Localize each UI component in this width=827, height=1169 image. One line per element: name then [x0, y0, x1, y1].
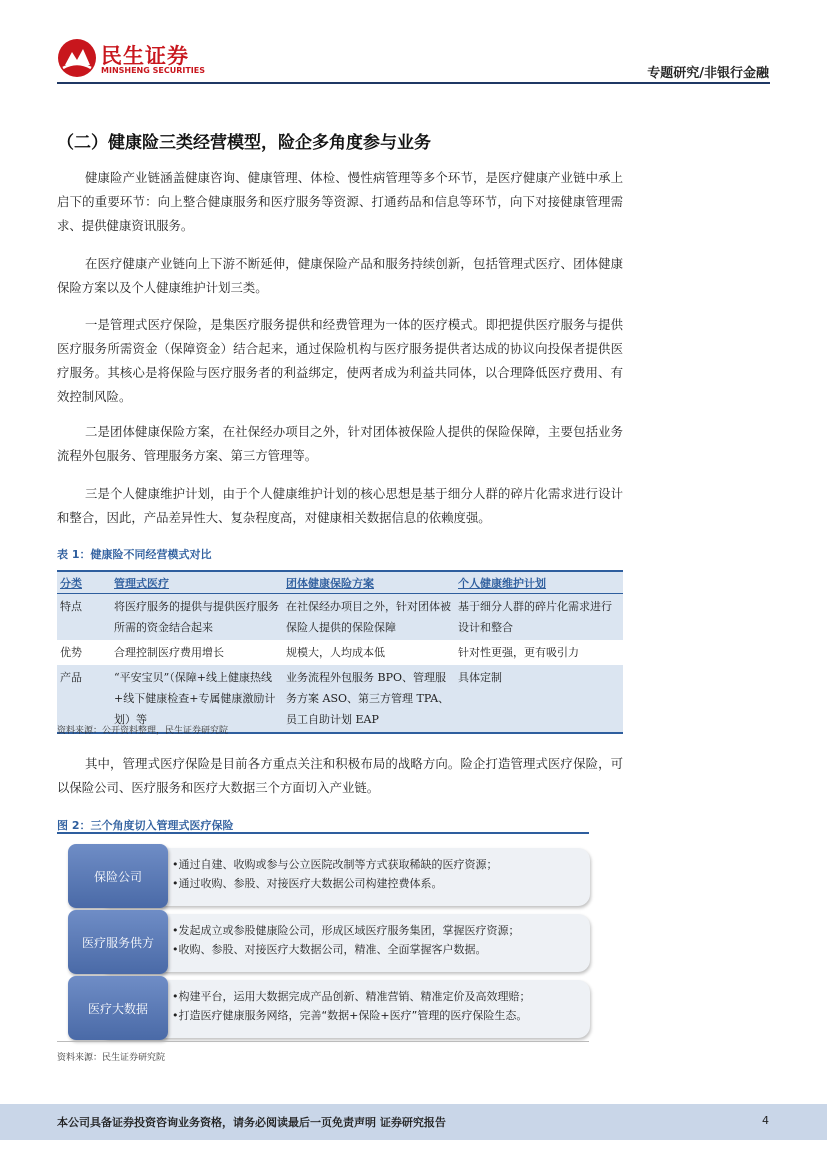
- figure-bullet: •通过自建、收购或参与公立医院改制等方式获取稀缺的医疗资源；: [172, 858, 498, 871]
- table-header-cell: 团体健康保险方案: [283, 572, 455, 594]
- page-number: 4: [762, 1114, 769, 1127]
- paragraph-strategy: 其中，管理式医疗保险是目前各方重点关注和积极布局的战略方向。险企打造管理式医疗保险，可以保险公司、医疗服务和医疗大数据三个方面切入产业链。: [57, 756, 623, 795]
- paragraph-managed-care: 一是管理式医疗保险，是集医疗服务提供和经费管理为一体的医疗模式。即把提供医疗服务与提供医疗服务所需资金（保障资金）结合起来，通过保险机构与医疗服务提供者达成的协议向投保者提供医疗服务。其核心是将保险与医疗服务者的利益绑定，使两者成为利益共同体，以合理降低医疗费用、有效控制风险。: [57, 317, 623, 404]
- figure-caption: 图 2：三个角度切入管理式医疗保险: [57, 819, 234, 832]
- comparison-table: [57, 572, 623, 734]
- paragraph-personal-health: 三是个人健康维护计划，由于个人健康维护计划的核心思想是基于细分人群的碎片化需求进行设计和整合，因此，产品差异性大、复杂程度高，对健康相关数据信息的依赖度强。: [57, 486, 623, 525]
- table-cell: 针对性更强，更有吸引力: [458, 646, 579, 659]
- figure-source-note: 资料来源：民生证券研究院: [57, 1053, 166, 1063]
- footer-disclaimer: 本公司具备证券投资咨询业务资格，请务必阅读最后一页免责声明 证券研究报告: [57, 1116, 446, 1129]
- paragraph-three-types: 在医疗健康产业链向上下游不断延伸，健康保险产品和服务持续创新，包括管理式医疗、团体健康保险方案以及个人健康维护计划三类。: [57, 256, 623, 295]
- table-header-row: [57, 572, 623, 594]
- table-cell: “平安宝贝”（保障+线上健康热线+线下健康检查+专属健康激励计划）等: [111, 665, 283, 733]
- table-source-note: 资料来源：公开资料整理，民生证券研究院: [57, 726, 229, 736]
- table-cell: 将医疗服务的提供与提供医疗服务所需的资金结合起来: [111, 594, 283, 641]
- table-header-cell: 分类: [57, 572, 111, 594]
- page-footer: [0, 1104, 827, 1140]
- figure-bullet: •收购、参股、对接医疗大数据公司，精准、全面掌握客户数据。: [172, 943, 487, 956]
- header-divider: [57, 82, 770, 84]
- section-title: （二）健康险三类经营模型，险企多角度参与业务: [57, 133, 431, 153]
- table-cell: 合理控制医疗费用增长: [114, 646, 224, 659]
- figure-bullet: •构建平台，运用大数据完成产品创新、精准营销、精准定价及高效理赔；: [172, 990, 531, 1003]
- logo-english-name: MINSHENG SECURITIES: [101, 66, 205, 75]
- table-cell: 优势: [60, 646, 82, 659]
- table-cell: 基于细分人群的碎片化需求进行设计和整合: [455, 594, 623, 641]
- figure-label-box: 医疗服务供方: [68, 910, 168, 974]
- figure-bullets: [172, 987, 588, 1025]
- table-cell: 规模大，人均成本低: [286, 646, 385, 659]
- figure-top-rule: [57, 832, 589, 834]
- minsheng-logo-icon: [57, 38, 97, 78]
- table-cell: 特点: [57, 594, 111, 641]
- table-cell: 业务流程外包服务 BPO、管理服务方案 ASO、第三方管理 TPA、员工自助计划 EAP: [283, 665, 455, 733]
- figure-row-bigdata: [68, 980, 590, 1038]
- paragraph-group-health: 二是团体健康保险方案，在社保经办项目之外，针对团体被保险人提供的保险保障，主要包括业务流程外包服务、管理服务方案、第三方管理等。: [57, 424, 623, 463]
- table-cell: 具体定制: [455, 665, 623, 733]
- figure-row-insurer: [68, 848, 590, 906]
- figure-label-box: 保险公司: [68, 844, 168, 908]
- table-caption: 表 1：健康险不同经营模式对比: [57, 548, 212, 561]
- brand-logo: [57, 38, 217, 82]
- table-cell: 在社保经办项目之外，针对团体被保险人提供的保险保障: [283, 594, 455, 641]
- paragraph-industry-chain: 健康险产业链涵盖健康咨询、健康管理、体检、慢性病管理等多个环节，是医疗健康产业链中承上启下的重要环节：向上整合健康服务和医疗服务等资源、打通药品和信息等环节，向下对接健康管理需求、提供健康资讯服务。: [57, 170, 623, 233]
- figure-bullet: •通过收购、参股、对接医疗大数据公司构建控费体系。: [172, 877, 443, 890]
- report-type: 专题研究/非银行金融: [647, 66, 769, 81]
- table-row: [57, 594, 623, 641]
- figure-row-provider: [68, 914, 590, 972]
- page-header: [0, 0, 827, 90]
- table-row: [57, 640, 623, 665]
- figure-bullet: •打造医疗健康服务网络，完善“数据+保险+医疗”管理的医疗保险生态。: [172, 1009, 528, 1022]
- table-cell: 产品: [57, 665, 111, 733]
- figure-label-box: 医疗大数据: [68, 976, 168, 1040]
- table-header-cell: 个人健康维护计划: [455, 572, 623, 594]
- figure-bullet: •发起成立或参股健康险公司，形成区域医疗服务集团，掌握医疗资源；: [172, 924, 520, 937]
- logo-chinese-name: 民生证券: [101, 44, 189, 68]
- figure-bullets: [172, 855, 588, 893]
- figure-bullets: [172, 921, 588, 959]
- figure-bottom-rule: [57, 1041, 589, 1042]
- table-header-cell: 管理式医疗: [111, 572, 283, 594]
